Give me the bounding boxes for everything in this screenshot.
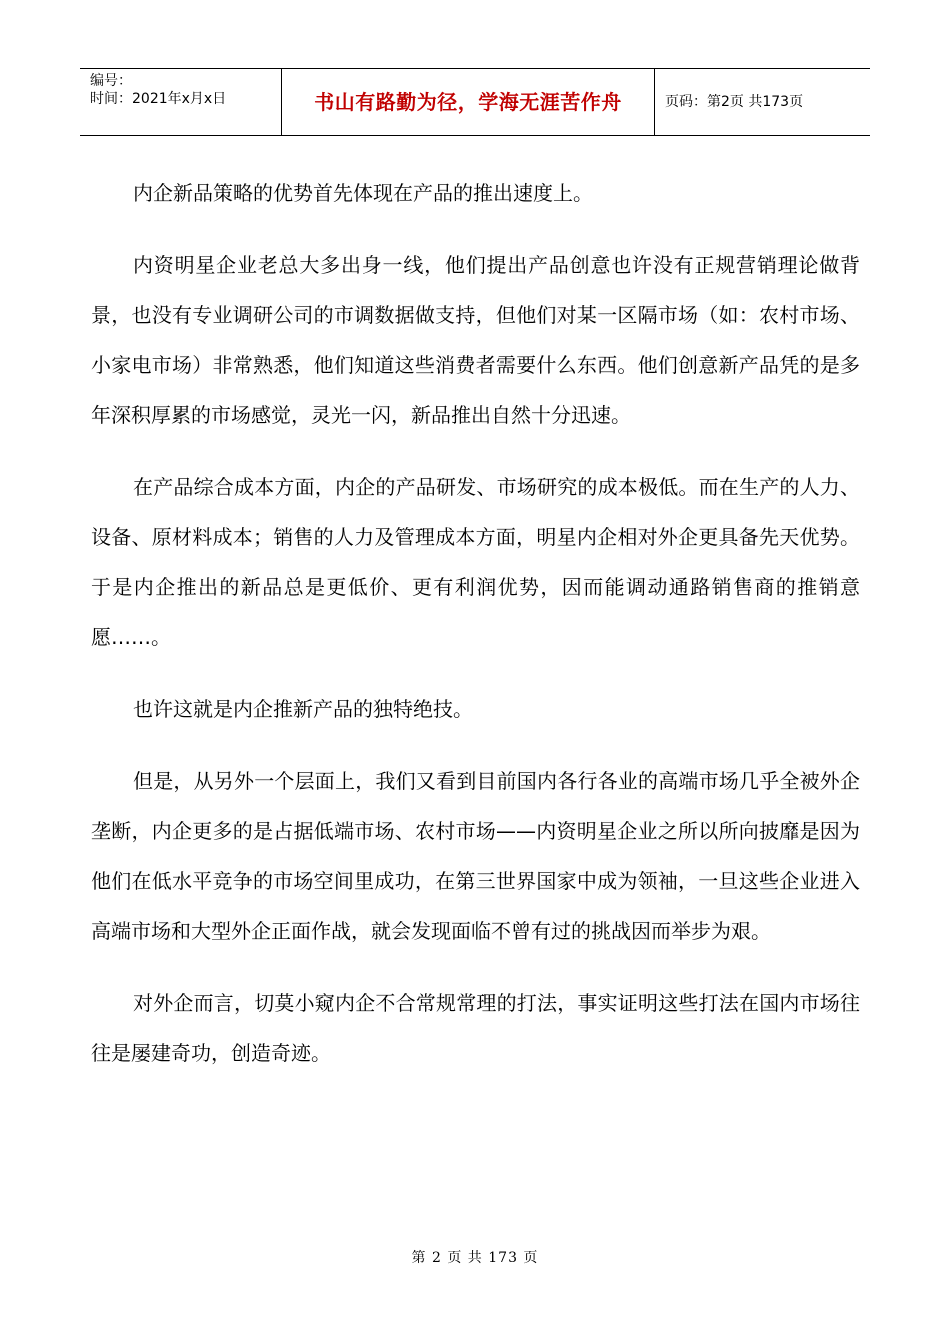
paragraph-4: 也许这就是内企推新产品的独特绝技。 xyxy=(133,697,473,721)
paragraph-1: 内企新品策略的优势首先体现在产品的推出速度上。 xyxy=(133,181,593,205)
paragraph-6: 对外企而言，切莫小窥内企不合常规常理的打法，事实证明这些打法在国内市场往往是屡建奇功，创造奇迹。 xyxy=(91,991,860,1065)
number-label: 编号： xyxy=(90,73,132,89)
date-label: 时间：2021年x月x日 xyxy=(90,91,227,107)
document-body xyxy=(91,168,860,1100)
paragraph-5: 但是，从另外一个层面上，我们又看到目前国内各行各业的高端市场几乎全被外企垄断，内企更多的是占据低端市场、农村市场——内资明星企业之所以所向披靡是因为他们在低水平竞争的市场空间里成功，在第三世界国家中成为领袖，一旦这些企业进入高端市场和大型外企正面作战，就会发现面临不曾有过的挑战因而举步为艰。 xyxy=(91,769,860,943)
header-motto: 书山有路勤为径，学海无涯苦作舟 xyxy=(282,69,655,135)
header-page-label: 页码：第2页 共173页 xyxy=(665,94,804,110)
page-footer: 第 2 页 共 173 页 xyxy=(411,1250,539,1266)
header-meta xyxy=(80,69,282,135)
paragraph-3: 在产品综合成本方面，内企的产品研发、市场研究的成本极低。而在生产的人力、设备、原材料成本；销售的人力及管理成本方面，明星内企相对外企更具备先天优势。于是内企推出的新品总是更低价、更有利润优势，因而能调动通路销售商的推销意愿……。 xyxy=(91,475,860,649)
paragraph-2: 内资明星企业老总大多出身一线，他们提出产品创意也许没有正规营销理论做背景，也没有专业调研公司的市调数据做支持，但他们对某一区隔市场（如：农村市场、小家电市场）非常熟悉，他们知道这些消费者需要什么东西。他们创意新产品凭的是多年深积厚累的市场感觉，灵光一闪，新品推出自然十分迅速。 xyxy=(91,253,860,427)
document-header xyxy=(80,68,870,136)
